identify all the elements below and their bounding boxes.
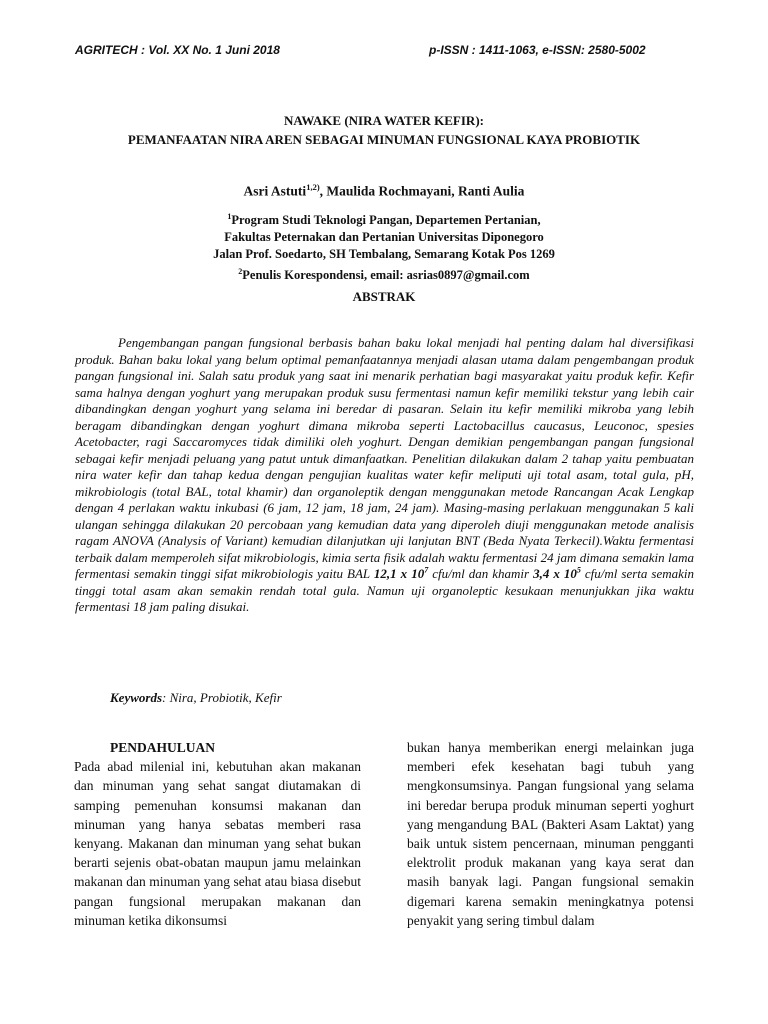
intro-left-text: Pada abad milenial ini, kebutuhan akan makanan dan minuman yang sehat sangat diutamakan di samping pemenuhan konsumsi makanan dan minuman yang hanya sebatas memberi rasa kenyang. Makanan dan minuman yang sehat bukan berarti sejenis obat-obatan maupun jamu melainkan makanan dan minuman yang sehat atau biasa disebut pangan fungsional merupakan makanan dan minuman ketika dikonsumsi <box>74 759 361 928</box>
title-line-1: NAWAKE (NIRA WATER KEFIR): <box>284 113 484 128</box>
intro-right-column <box>407 738 694 930</box>
keywords-line <box>110 690 282 706</box>
bal-value: 12,1 x $10^7$ <box>373 565 429 581</box>
paper-title <box>60 111 708 149</box>
title-line-2: PEMANFAATAN NIRA AREN SEBAGAI MINUMAN FUNGSIONAL KAYA PROBIOTIK <box>127 132 641 147</box>
keywords-label: Keywords <box>110 690 162 705</box>
affiliation-line-1: $^1$Program Studi Teknologi Pangan, Departemen Pertanian, <box>227 212 541 228</box>
section-heading-pendahuluan: PENDAHULUAN <box>110 740 216 755</box>
abstract-heading: ABSTRAK <box>352 289 416 304</box>
author-first-affil-mark: 1,2) <box>306 182 320 192</box>
khamir-value: 3,4 x $10^5$ <box>533 565 581 581</box>
author-list <box>60 182 708 200</box>
author-rest: , Maulida Rochmayani, Ranti Aulia <box>319 183 525 199</box>
issn-info: p-ISSN : 1411-1063, e-ISSN: 2580-5002 <box>429 43 646 57</box>
affil-mark-1: 1 <box>227 212 232 221</box>
author-first: Asri Astuti <box>243 183 307 199</box>
affiliation-line-2: Fakultas Peternakan dan Pertanian Universitas Diponegoro <box>224 230 544 245</box>
journal-citation: AGRITECH : Vol. XX No. 1 Juni 2018 <box>75 43 280 57</box>
intro-right-text: bukan hanya memberikan energi melainkan juga memberi efek kesehatan bagi tubuh yang mengkonsumsinya. Pangan fungsional yang selama ini beredar berupa produk minuman seperti yoghurt yang mengandung BAL (Bakteri Asam Laktat) yang baik untuk sistem pencernaan, minuman pengganti elektrolit produk makanan yang kaya serat dan masih banyak lagi. Pangan fungsional semakin digemari karena semakin meningkatnya potensi penyakit yang sering timbul dalam <box>407 740 694 928</box>
abstract-body: Pengembangan pangan fungsional berbasis bahan baku lokal menjadi hal penting dalam hal diversifikasi produk. Bahan baku lokal yang belum optimal pemanfaatannya menjadi alasan utama dalam pengembangan produk pangan fungsional ini. Salah satu produk yang saat ini menarik perhatian bagi masyarakat yaitu produk kefir. Kefir sama halnya dengan yoghurt yang merupakan produk susu fermentasi namun kefir memiliki tekstur yang lebih cair dibandingkan dengan yoghurt yang selama ini beredar di pasaran. Selain itu kefir memiliki mikroba yang lebih beragam dibandingkan dengan yoghurt dimana mikroba seperti Lactobacillus caucasus, Leuconoc, spesies Acetobacter, ragi Saccaromyces tidak dimiliki oleh yoghurt. Dengan demikian pengembangan pangan fungsional sebagai kefir menjadi peluang yang patut untuk dimanfaatkan. Penelitian dilakukan dalam 2 tahap yaitu pembuatan nira water kefir dan tahap kedua dengan pengujian kualitas water kefir meliputi uji total asam, total gula, pH, mikrobiologis (total BAL, total khamir) dan organoleptik dengan menggunakan metode Rancangan Acak Lengkap dengan 4 perlakan waktu inkubasi (6 jam, 12 jam, 18 jam, 24 jam). Masing-masing perlakuan menggunakan 5 kali ulangan sehingga dilakukan 20 percobaan yang kemudian data yang diperoleh diuji menggunakan metode analisis ragam ANOVA (Analysis of Variant) kemudian dilanjutkan uji lanjutan BNT (Beda Nyata Terkecil).Waktu fermentasi terbaik dalam memperoleh sifat mikrobiologis, kimia serta fisik adalah waktu fermentasi 24 jam dimana semakin lama fermentasi semakin tinggi sifat mikrobiologis yaitu BAL 12,1 x $10^7$ cfu/ml dan khamir 3,4 x $10^5$ cfu/ml serta semakin tinggi total asam akan semakin rendah total gula. Namun uji organoleptic kesukaan menunjukkan jika waktu fermentasi 18 jam paling disukai. <box>75 335 695 614</box>
correspondence-line: $^2$Penulis Korespondensi, email: asrias0897@gmail.com <box>238 267 530 283</box>
affiliation-block <box>60 208 708 284</box>
affiliation-line-3: Jalan Prof. Soedarto, SH Tembalang, Semarang Kotak Pos 1269 <box>213 247 555 262</box>
keywords-value: : Nira, Probiotik, Kefir <box>162 690 282 705</box>
affil-mark-2: 2 <box>238 267 243 277</box>
intro-left-column <box>74 738 361 930</box>
